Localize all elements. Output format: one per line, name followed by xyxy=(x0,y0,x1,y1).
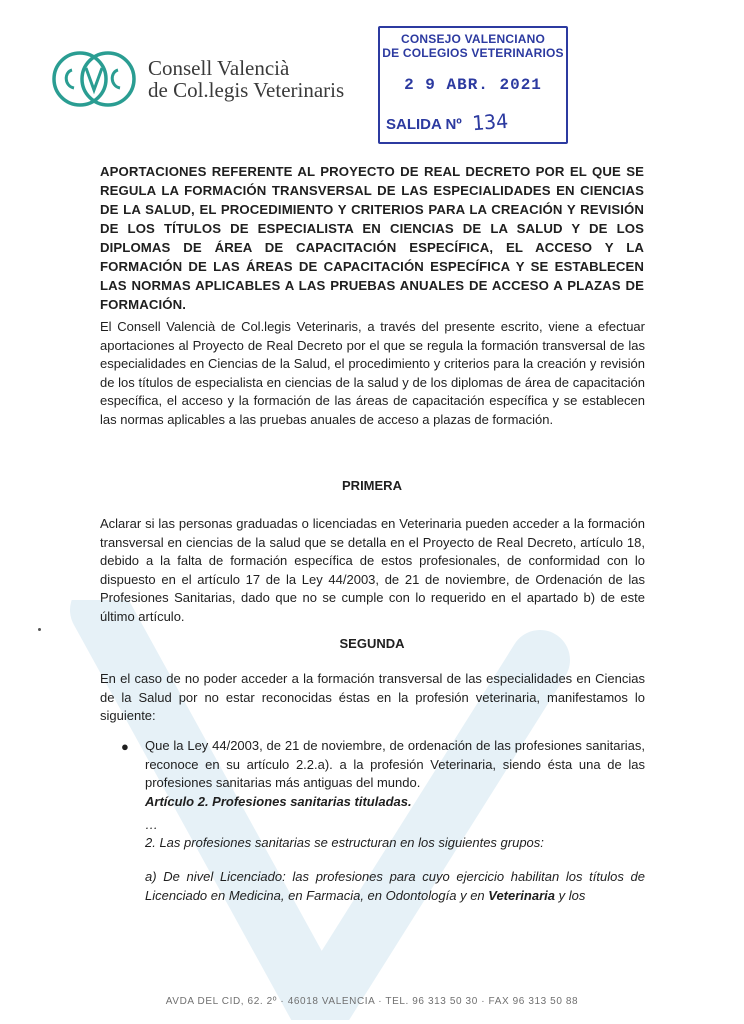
footer-address: AVDA DEL CID, 62. 2º · 46018 VALENCIA · TEL. 96 313 50 30 · FAX 96 313 50 88 xyxy=(165,996,579,1007)
stamp-number: 134 xyxy=(470,108,509,136)
section-primera-paragraph: Aclarar si las personas graduadas o licenciadas en Veterinaria pueden acceder a la formación transversal en ciencias de la salud que se detalla en el Proyecto de Real Decreto, artículo 18, debido a la falta de formación específica de estos profesionales, de conformidad con lo dispuesto en el artículo 17 de la Ley 44/2003, de 21 de noviembre, de Ordenación de las Profesiones Sanitarias, dado que no se cumple con lo requerido en el apartado b) de este último artículo. xyxy=(100,516,645,624)
cvc-monogram-icon xyxy=(50,50,138,108)
stamp-date: 2 9 ABR. 2021 xyxy=(404,76,542,94)
section-heading-primera: PRIMERA xyxy=(342,478,402,493)
stamp-exit-number xyxy=(386,110,508,134)
logo-line-2: de Col.legis Veterinaris xyxy=(148,78,345,102)
level-text-part-1: a) De nivel Licenciado: las profesiones para cuyo ejercicio habilitan los títulos de Licenciado en Medicina, en Farmacia, en Odontología y en xyxy=(145,869,645,903)
document-title: APORTACIONES REFERENTE AL PROYECTO DE REAL DECRETO POR EL QUE SE REGULA LA FORMACIÓN TRANSVERSAL DE LAS ESPECIALIDADES EN CIENCIAS DE LA SALUD, EL PROCEDIMIENTO Y CRITERIOS PARA LA CREACIÓN Y REVISIÓN DE LOS TÍTULOS DE ESPECIALISTA EN CIENCIAS DE LA SALUD Y DE LOS DIPLOMAS DE ÁREA DE CAPACITACIÓN ESPECÍFICA, EL ACCESO Y LA FORMACIÓN DE LAS ÁREAS DE CAPACITACIÓN ESPECÍFICA Y SE ESTABLECEN LAS NORMAS APLICABLES A LAS PRUEBAS ANUALES DE ACCESO A PLAZAS DE FORMACIÓN. xyxy=(100,164,644,312)
bullet-text: Que la Ley 44/2003, de 21 de noviembre, de ordenación de las profesiones sanitarias, reconoce en su artículo 2.2.a). a la profesión Veterinaria, siendo ésta una de las profesiones sanitarias más antiguas del mundo. xyxy=(145,738,645,790)
bullet-icon: ● xyxy=(121,739,129,754)
scan-speck xyxy=(38,628,41,631)
logo-line-1: Consell Valencià xyxy=(148,56,290,80)
groups-text: 2. Las profesiones sanitarias se estructuran en los siguientes grupos: xyxy=(145,835,544,850)
level-licenciado-text xyxy=(145,868,645,905)
logo-text xyxy=(148,57,344,101)
level-text-part-2: y los xyxy=(555,887,586,903)
level-text-bold: Veterinaria xyxy=(488,887,555,903)
stamp-org-line-1: CONSEJO VALENCIANO xyxy=(400,32,546,46)
registry-stamp xyxy=(378,26,568,144)
stamp-org-line-2: DE COLEGIOS VETERINARIOS xyxy=(382,46,564,60)
stamp-label: SALIDA Nº xyxy=(386,116,462,133)
bullet-item xyxy=(145,737,645,811)
section-heading-segunda: SEGUNDA xyxy=(339,636,405,651)
section-segunda-paragraph: En el caso de no poder acceder a la formación transversal de las especialidades en Ciencias de la Salud por no estar reconocidas éstas en la profesión veterinaria, manifestamos lo siguiente: xyxy=(100,671,645,723)
stamp-organization xyxy=(380,32,566,60)
intro-paragraph: El Consell Valencià de Col.legis Veterinaris, a través del presente escrito, viene a efectuar aportaciones al Proyecto de Real Decreto por el que se regula la formación transversal de las especialidades en Ciencias de la Salud, el procedimiento y criterios para la creación y revisión de los títulos de especialista en ciencias de la salud y de los diplomas de área de capacitación específica, el acceso y la formación de las áreas de capacitación específica y se establecen las normas aplicables a las pruebas anuales de acceso a plazas de formación. xyxy=(100,319,645,427)
article-title: Artículo 2. Profesiones sanitarias tituladas. xyxy=(145,793,412,809)
ellipsis-text: … xyxy=(145,817,158,832)
organization-logo xyxy=(50,50,344,108)
